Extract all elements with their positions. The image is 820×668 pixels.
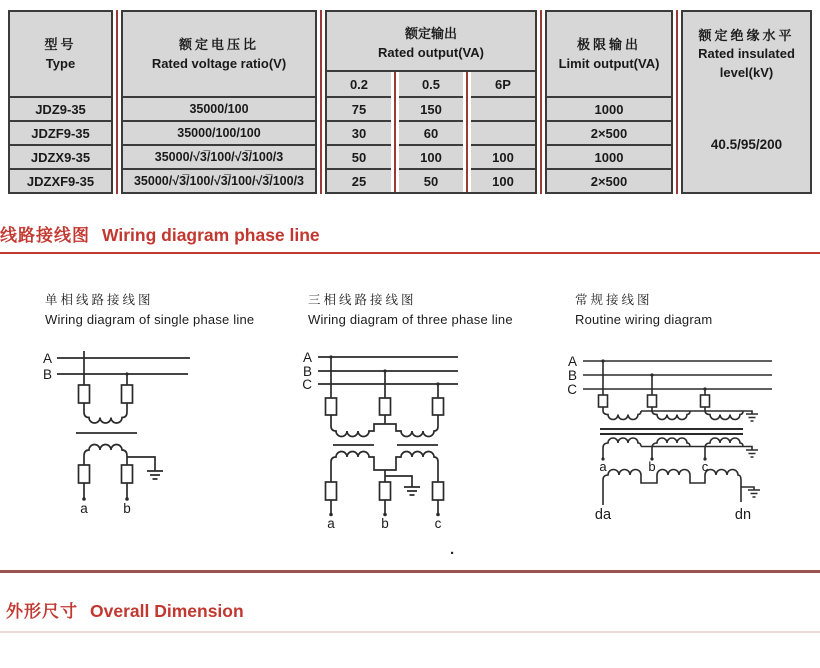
table-cell [471,96,535,120]
fuse-icon [380,482,391,500]
caption-routine-zh: 常规接线图 [575,293,653,307]
thick-red-rule [0,570,820,573]
terminal-label: a [599,459,607,474]
primary-taps [603,361,705,395]
tertiary-winding [603,470,741,506]
table-cell: 60 [399,120,463,144]
diagram-single-phase [43,351,190,516]
column-limit [545,10,673,194]
section-wiring-en: Wiring diagram phase line [102,225,320,245]
table-cell: 35000/100 [123,96,315,120]
fuse-icon [380,398,391,415]
bus-label: B [302,364,312,379]
terminal-label: c [434,516,442,531]
ground-branch [127,457,155,471]
fuse-icon [326,482,337,500]
bus-label: C [302,377,312,392]
terminal-label: dn [734,507,752,523]
bus-label: A [302,350,312,365]
terminal-label: a [327,516,335,531]
junction-dot [329,355,332,358]
table-cell: 100 [471,168,535,192]
bus-label: A [42,351,52,366]
table-cell: 25 [327,168,391,192]
header-limit-en: Limit output(VA) [558,55,660,71]
table-divider [113,10,121,194]
bus-lines [318,357,458,384]
ground-icon [746,450,758,457]
table-cell: 35000/√3̅/100/√3̅/100/√3̅/100/3 [123,168,315,192]
red-rule [0,252,820,254]
caption-single-en: Wiring diagram of single phase line [45,312,255,327]
insulation-value: 40.5/95/200 [710,136,783,152]
header-insulation [683,12,810,96]
fuse-icon [79,385,90,403]
faint-rule [0,631,820,633]
caption-routine-en: Routine wiring diagram [575,312,713,327]
output-subcolumns [327,72,535,192]
header-ratio-en: Rated voltage ratio(V) [151,55,287,71]
secondary-windings [603,438,752,458]
ground-icon [147,471,163,479]
section-heading-wiring [0,221,320,246]
table-cell: 35000/100/100 [123,120,315,144]
junction-dot [601,359,604,362]
wiring-diagrams [0,340,820,540]
bus-label: A [567,354,577,369]
table-divider [391,72,399,192]
ground-icon [748,490,760,497]
terminal-label: b [123,501,131,516]
section-wiring-zh: 线路接线图 [0,226,90,245]
table-cell: 35000/√3̅/100/√3̅/100/3 [123,144,315,168]
primary-winding [84,403,127,423]
secondary-winding [84,445,127,466]
table-cell: 75 [327,96,391,120]
column-group-output [325,10,537,194]
bus-lines [57,358,190,374]
junction-dot [436,382,439,385]
table-divider [673,10,681,194]
terminal-label: c [701,459,709,474]
column-insulation [681,10,812,194]
caption-three-zh: 三相线路接线图 [308,293,417,307]
column-type [8,10,113,194]
table-divider [537,10,545,194]
diagram-three-phase [302,350,458,531]
terminal-leads [84,483,127,498]
terminal-leads [331,500,438,513]
header-insulation-zh: 额定绝缘水平 [698,27,795,43]
primary-taps [331,357,438,398]
caption-three-en: Wiring diagram of three phase line [308,312,513,327]
caption-three-phase [308,290,513,330]
table-cell: 30 [327,120,391,144]
header-ratio-zh: 额定电压比 [178,36,259,52]
bus-lines [583,361,772,389]
table-divider [463,72,471,192]
header-ratio [123,12,315,96]
table-cell: 1000 [547,144,671,168]
column-ratio [121,10,317,194]
section-dimension-en: Overall Dimension [90,601,244,621]
table-cell: 2×500 [547,120,671,144]
terminal-label: da [594,507,612,523]
core-lines [600,429,743,434]
fuse-icon [122,385,133,403]
header-type-en: Type [45,55,76,71]
subheader: 6P [495,76,511,92]
table-cell: 1000 [547,96,671,120]
primary-winding [331,415,438,437]
caption-single-phase [45,290,254,330]
spec-table [8,10,812,194]
primary-windings [603,407,752,420]
subcol-0.2 [327,72,391,192]
fuse-icon [701,395,710,407]
table-cell: 100 [471,144,535,168]
header-type [10,12,111,96]
primary-taps [84,351,127,385]
table-cell: JDZXF9-35 [10,168,111,192]
ground-icon [404,487,420,495]
junction-dot [383,369,386,372]
fuse-icon [122,465,133,483]
junction-dot [703,387,706,390]
header-limit [547,12,671,96]
subcol-6P [471,72,535,192]
table-cell: 2×500 [547,168,671,192]
table-cell: 100 [399,144,463,168]
diagram-routine [567,354,772,523]
table-cell: 150 [399,96,463,120]
table-divider [317,10,325,194]
bus-label: B [567,368,577,383]
subheader: 0.2 [349,76,369,92]
terminal-label: b [648,459,656,474]
fuse-icon [599,395,608,407]
table-cell: JDZ9-35 [10,96,111,120]
header-insulation-en1: Rated insulated [698,46,795,62]
section-dimension-zh: 外形尺寸 [6,602,78,621]
header-insulation-en2: level(kV) [719,64,774,80]
terminal-label: b [381,516,389,531]
table-cell: JDZF9-35 [10,120,111,144]
subheader: 0.5 [421,76,441,92]
secondary-winding [331,452,438,483]
junction-dot [125,372,128,375]
fuse-icon [79,465,90,483]
header-output-en: Rated output(VA) [378,44,484,60]
fuse-icon [433,398,444,415]
header-limit-zh: 极限输出 [576,36,641,52]
table-cell: 50 [327,144,391,168]
junction-dot [650,373,653,376]
caption-routine [575,290,712,330]
subcol-0.5 [399,72,463,192]
header-output [327,12,535,72]
section-heading-dimension [6,597,244,622]
header-output-zh: 额定输出 [404,25,457,41]
ground-icon [746,414,758,421]
period-mark: . [450,541,455,558]
fuse-icon [326,398,337,415]
bus-label: B [42,367,52,382]
bus-label: C [567,382,577,397]
terminal-label: a [80,501,88,516]
fuse-icon [648,395,657,407]
table-cell: 50 [399,168,463,192]
table-cell: JDZX9-35 [10,144,111,168]
fuse-icon [433,482,444,500]
table-cell [471,120,535,144]
header-type-zh: 型号 [44,36,77,52]
caption-single-zh: 单相线路接线图 [45,293,154,307]
